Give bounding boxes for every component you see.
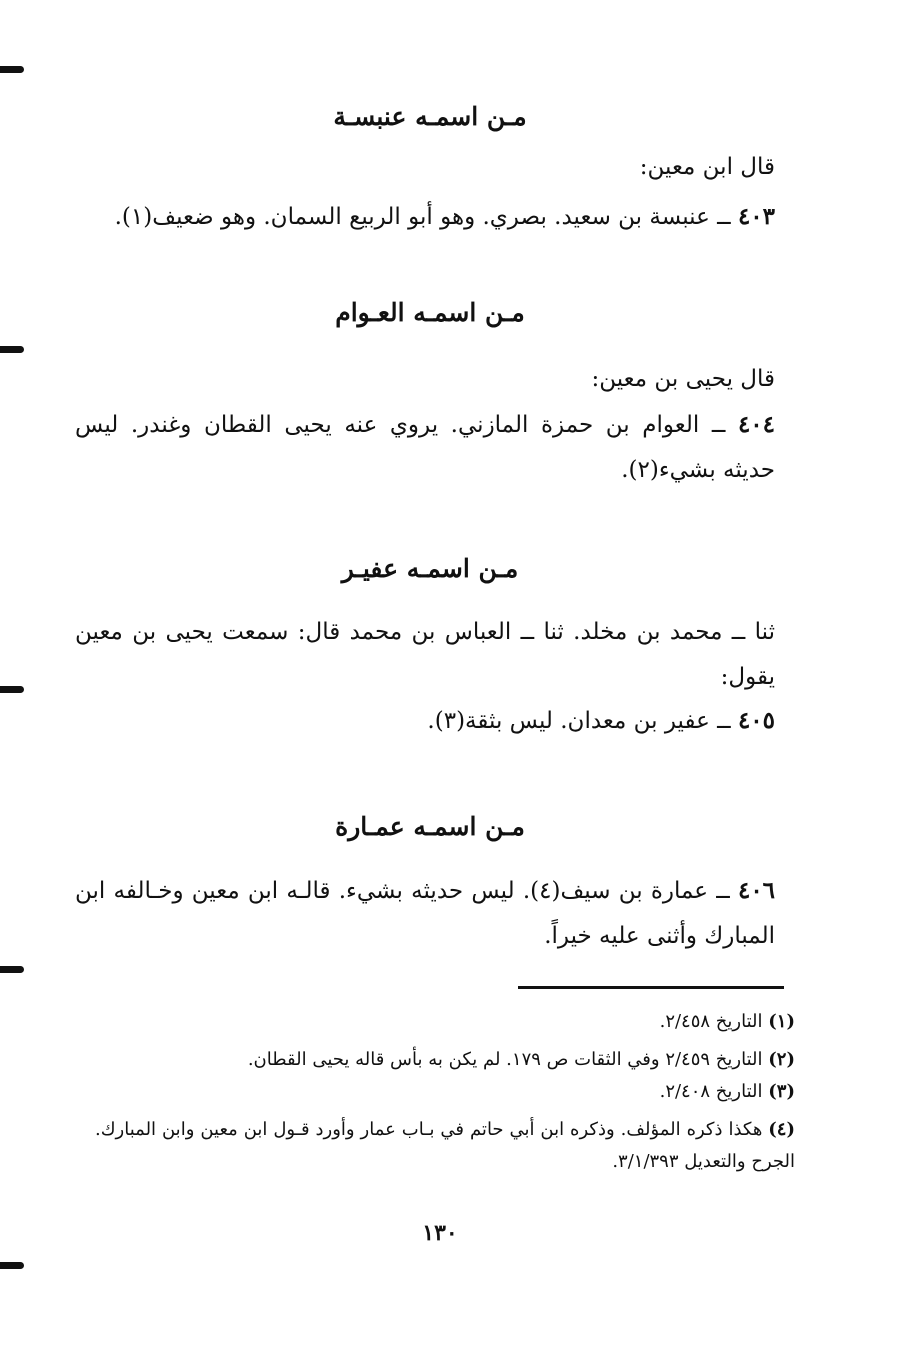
entry-405 bbox=[135, 704, 775, 738]
entry-403 bbox=[55, 200, 775, 234]
footnote bbox=[95, 1044, 795, 1076]
entry-404 bbox=[75, 402, 775, 493]
footnote-text: التاريخ ٢/٤٠٨. bbox=[659, 1081, 763, 1102]
entry-text: ــ عفير بن معدان. ليس بثقة(٣). bbox=[427, 708, 731, 734]
page-number: ١٣٠ bbox=[422, 1220, 458, 1246]
binding-mark bbox=[0, 346, 24, 353]
section-heading: مـن اسمـه عنبسـة bbox=[333, 102, 527, 131]
section-intro: قال ابن معين: bbox=[639, 154, 775, 180]
footnote-number: (٤) bbox=[768, 1119, 795, 1140]
binding-mark bbox=[0, 66, 24, 73]
entry-text: ــ عمارة بن سيف(٤). ليس حديثه بشيء. قالـه ابن معين وخـالفه ابن المبارك وأثنى عليه خيراً. bbox=[75, 878, 775, 949]
section-intro: ثنا ــ محمد بن مخلد. ثنا ــ العباس بن محمد قال: سمعت يحيى بن معين يقول: bbox=[75, 619, 775, 690]
footnote bbox=[95, 1006, 795, 1038]
section-heading: مـن اسمـه العـوام bbox=[335, 298, 525, 327]
footnote-number: (٣) bbox=[768, 1081, 795, 1102]
binding-mark bbox=[0, 966, 24, 973]
section-heading: مـن اسمـه عمـارة bbox=[335, 812, 525, 841]
section-intro: قال يحيى بن معين: bbox=[591, 366, 775, 392]
footnote bbox=[95, 1114, 795, 1178]
binding-mark bbox=[0, 686, 24, 693]
footnote bbox=[95, 1076, 795, 1108]
entry-number: ٤٠٥ bbox=[737, 707, 775, 734]
footnote-text: هكذا ذكره المؤلف. وذكره ابن أبي حاتم في بـاب عمار وأورد قـول ابن معين وابن المبارك. الجرح والتعديل ٣/١/٣٩٣. bbox=[95, 1119, 795, 1172]
entry-number: ٤٠٣ bbox=[737, 203, 775, 230]
footnote-number: (٢) bbox=[768, 1049, 795, 1070]
entry-text: ــ عنبسة بن سعيد. بصري. وهو أبو الربيع السمان. وهو ضعيف(١). bbox=[114, 204, 731, 230]
entry-text: ــ العوام بن حمزة المازني. يروي عنه يحيى القطان وغندر. ليس حديثه بشيء(٢). bbox=[75, 412, 775, 483]
section-heading: مـن اسمـه عفيـر bbox=[341, 554, 519, 583]
entry-406 bbox=[75, 868, 775, 959]
entry-number: ٤٠٤ bbox=[737, 411, 776, 438]
footnote-text: التاريخ ٢/٤٥٩ وفي الثقات ص ١٧٩. لم يكن به بأس قاله يحيى القطان. bbox=[247, 1049, 763, 1070]
binding-mark bbox=[0, 1262, 24, 1269]
footnote-separator bbox=[518, 986, 784, 989]
entry-number: ٤٠٦ bbox=[737, 877, 776, 904]
footnote-text: التاريخ ٢/٤٥٨. bbox=[659, 1011, 763, 1032]
footnote-number: (١) bbox=[768, 1011, 795, 1032]
